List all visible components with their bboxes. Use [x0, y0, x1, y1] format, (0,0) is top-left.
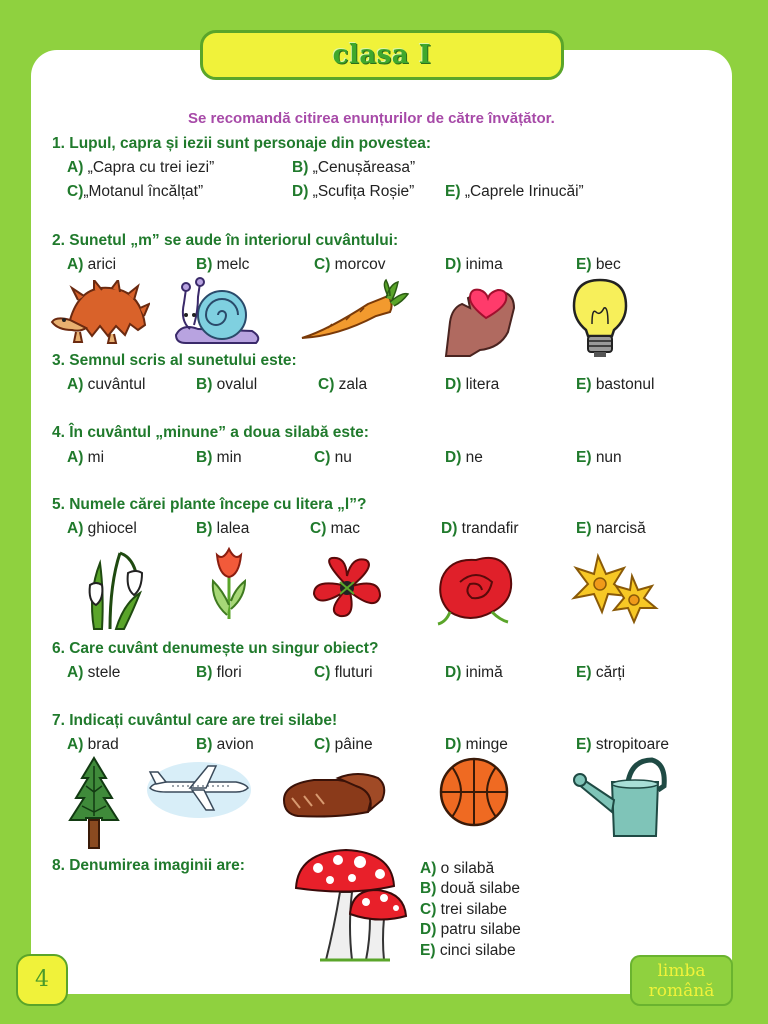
option-1c[interactable]: C)„Motanul încălțat”	[67, 183, 204, 200]
option-2b[interactable]: B) melc	[196, 256, 250, 273]
option-8e[interactable]: E) cinci silabe	[420, 942, 516, 959]
subject-line-2: română	[648, 981, 715, 1001]
question-2: 2. Sunetul „m” se aude în interiorul cuvântului:	[52, 232, 399, 249]
option-1b[interactable]: B) „Cenușăreasa”	[292, 159, 416, 176]
heart-in-hand-icon	[440, 278, 520, 358]
question-8: 8. Denumirea imaginii are:	[52, 857, 245, 874]
option-3a[interactable]: A) cuvântul	[67, 376, 146, 393]
option-3d[interactable]: D) litera	[445, 376, 500, 393]
option-4e[interactable]: E) nun	[576, 449, 622, 466]
carrot-icon	[298, 278, 410, 344]
option-8d[interactable]: D) patru silabe	[420, 921, 521, 938]
hedgehog-icon	[50, 280, 150, 345]
option-3e[interactable]: E) bastonul	[576, 376, 655, 393]
option-7c[interactable]: C) pâine	[314, 736, 373, 753]
option-7a[interactable]: A) brad	[67, 736, 119, 753]
option-4d[interactable]: D) ne	[445, 449, 483, 466]
title-tab	[200, 30, 564, 80]
airplane-icon	[146, 760, 252, 820]
option-1a[interactable]: A) „Capra cu trei iezi”	[67, 159, 215, 176]
basketball-icon	[436, 757, 512, 827]
light-bulb-icon	[570, 278, 630, 358]
option-7b[interactable]: B) avion	[196, 736, 254, 753]
option-1e[interactable]: E) „Caprele Irinucăi”	[445, 183, 584, 200]
page-title: clasa I	[332, 40, 432, 70]
option-5b[interactable]: B) lalea	[196, 520, 250, 537]
question-6: 6. Care cuvânt denumește un singur obiect?	[52, 640, 379, 657]
question-4: 4. În cuvântul „minune” a doua silabă este:	[52, 424, 369, 441]
option-7e[interactable]: E) stropitoare	[576, 736, 670, 753]
tulip-icon	[205, 545, 253, 621]
option-4c[interactable]: C) nu	[314, 449, 352, 466]
fir-tree-icon	[64, 756, 124, 852]
poppy-icon	[312, 556, 382, 618]
option-7d[interactable]: D) minge	[445, 736, 508, 753]
option-6b[interactable]: B) flori	[196, 664, 242, 681]
option-6c[interactable]: C) fluturi	[314, 664, 373, 681]
option-3b[interactable]: B) ovalul	[196, 376, 258, 393]
option-6e[interactable]: E) cărți	[576, 664, 626, 681]
option-8b[interactable]: B) două silabe	[420, 880, 520, 897]
question-7: 7. Indicați cuvântul care are trei silabe!	[52, 712, 338, 729]
option-6a[interactable]: A) stele	[67, 664, 121, 681]
bread-icon	[278, 770, 390, 820]
question-5: 5. Numele cărei plante începe cu litera „l”?	[52, 496, 367, 513]
option-5d[interactable]: D) trandafir	[441, 520, 519, 537]
subject-badge	[630, 955, 733, 1006]
watering-can-icon	[572, 756, 672, 840]
option-5a[interactable]: A) ghiocel	[67, 520, 137, 537]
page-number: 4	[16, 954, 68, 1006]
question-3: 3. Semnul scris al sunetului este:	[52, 352, 297, 369]
rose-icon	[436, 552, 516, 626]
snail-icon	[172, 275, 264, 347]
option-8a[interactable]: A) o silabă	[420, 860, 495, 877]
question-1: 1. Lupul, capra și iezii sunt personaje din povestea:	[52, 135, 431, 152]
mushroom-icon	[290, 848, 408, 966]
subject-line-1: limba	[657, 961, 706, 981]
option-5e[interactable]: E) narcisă	[576, 520, 646, 537]
option-3c[interactable]: C) zala	[318, 376, 368, 393]
snowdrop-icon	[80, 543, 150, 631]
option-2a[interactable]: A) arici	[67, 256, 117, 273]
option-8c[interactable]: C) trei silabe	[420, 901, 508, 918]
daffodil-icon	[568, 550, 660, 628]
option-6d[interactable]: D) inimă	[445, 664, 503, 681]
option-4b[interactable]: B) min	[196, 449, 242, 466]
option-1d[interactable]: D) „Scufița Roșie”	[292, 183, 415, 200]
option-2e[interactable]: E) bec	[576, 256, 621, 273]
option-2d[interactable]: D) inima	[445, 256, 503, 273]
option-5c[interactable]: C) mac	[310, 520, 360, 537]
option-4a[interactable]: A) mi	[67, 449, 105, 466]
option-2c[interactable]: C) morcov	[314, 256, 386, 273]
teacher-note: Se recomandă citirea enunțurilor de către învățător.	[188, 110, 555, 127]
